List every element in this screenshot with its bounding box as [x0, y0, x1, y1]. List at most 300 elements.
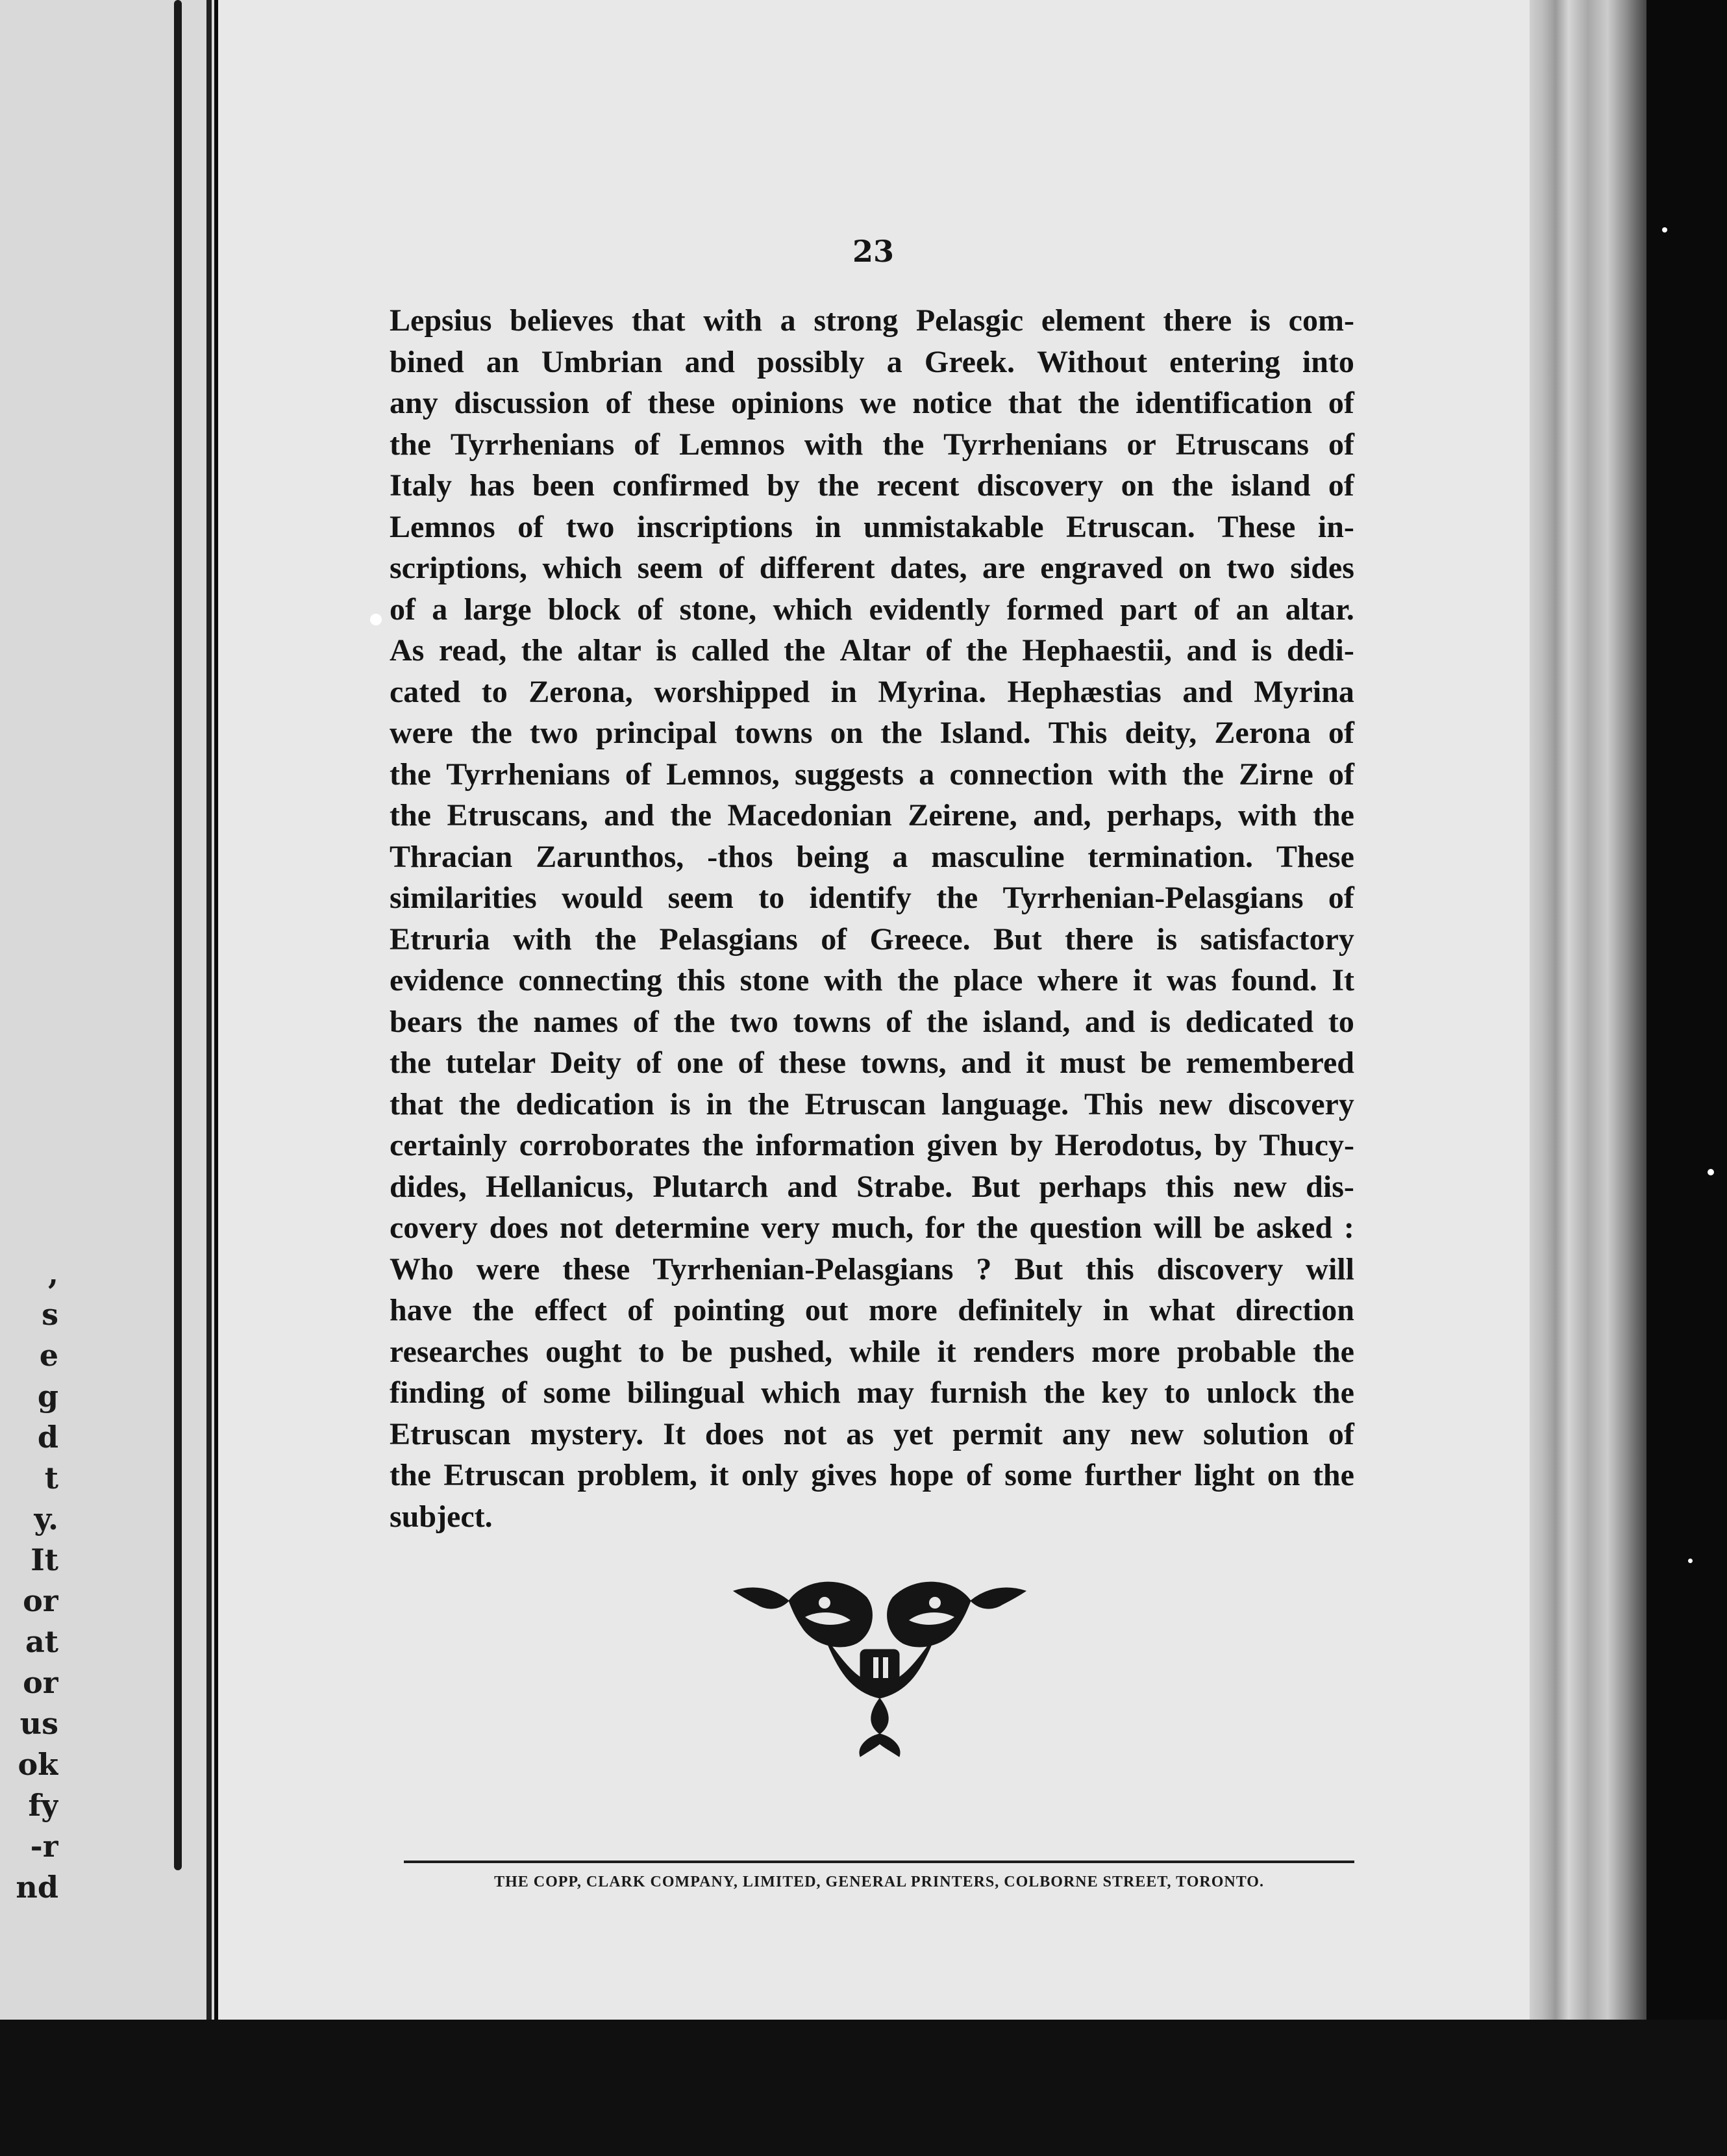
text-line: [390, 382, 1354, 424]
word: of: [738, 1046, 764, 1080]
word: deity,: [1124, 716, 1197, 750]
word: suggests: [795, 757, 904, 792]
word: of: [718, 551, 745, 585]
previous-page-fragment: ok: [18, 1747, 58, 1782]
word: does: [489, 1210, 549, 1245]
word: direction: [1235, 1293, 1354, 1327]
word: Pelasgians: [659, 921, 798, 957]
word: Tyrrhenians: [450, 427, 615, 462]
word: probable: [1176, 1334, 1296, 1369]
word: Without: [1037, 344, 1147, 379]
word: believes: [510, 303, 614, 338]
word: which: [773, 592, 853, 627]
text-line: [390, 754, 1354, 796]
text-line: [390, 795, 1354, 836]
word: -thos: [707, 839, 773, 874]
word: formed: [1006, 592, 1104, 627]
word: of: [925, 633, 952, 668]
word: Herodotus,: [1054, 1128, 1202, 1162]
text-line: [390, 1042, 1354, 1084]
word: key: [1101, 1375, 1149, 1410]
previous-page-fragment: d: [37, 1420, 58, 1455]
word: discussion: [454, 386, 590, 420]
word: Etruscan: [443, 1458, 565, 1492]
previous-page-fragment: ,: [47, 1256, 58, 1291]
word: the: [1043, 1375, 1086, 1410]
word: discovery: [1228, 1086, 1354, 1122]
word: is: [1156, 921, 1178, 957]
word: have: [390, 1293, 452, 1327]
text-line: [390, 465, 1354, 507]
word: bears: [390, 1004, 462, 1039]
word: com-: [1288, 303, 1354, 338]
word: with: [703, 303, 762, 338]
word: the: [458, 1086, 501, 1122]
text-line: [390, 1290, 1354, 1331]
word: two: [730, 1004, 778, 1039]
word: evidently: [869, 592, 991, 627]
word: not: [783, 1416, 827, 1451]
text-line: [390, 547, 1354, 589]
word: one: [677, 1046, 724, 1080]
word: of: [1328, 757, 1354, 792]
word: possibly: [757, 344, 865, 379]
word: island: [1230, 468, 1311, 503]
word: which: [542, 551, 623, 585]
word: will: [1153, 1210, 1202, 1245]
word: unmistakable: [864, 509, 1044, 544]
word: a: [892, 839, 908, 874]
word: recent: [876, 468, 960, 503]
word: towns: [734, 716, 813, 750]
word: very: [761, 1210, 820, 1245]
word: of: [517, 509, 544, 544]
scan-speck: [1708, 1169, 1714, 1175]
word: and: [961, 1046, 1012, 1080]
word: pushed,: [729, 1334, 833, 1369]
word: Lemnos: [390, 509, 495, 544]
word: Tyrrhenian-Pelasgians: [1002, 881, 1304, 915]
word: asked: [1256, 1210, 1333, 1245]
word: the: [976, 1210, 1018, 1245]
word: Plutarch: [652, 1169, 769, 1204]
word: only: [741, 1458, 799, 1492]
word: the: [965, 633, 1008, 668]
previous-page-fragment: t: [44, 1460, 58, 1496]
word: Strabe.: [856, 1169, 953, 1204]
word: being: [796, 839, 869, 874]
word: with: [1237, 798, 1297, 833]
word: opinions: [731, 386, 844, 420]
word: the: [390, 1046, 431, 1080]
previous-page-fragment: or: [23, 1665, 58, 1700]
word: remembered: [1186, 1046, 1354, 1080]
word: which: [761, 1375, 841, 1410]
word: in: [830, 674, 857, 709]
word: identification: [1136, 386, 1313, 420]
word: is: [1251, 633, 1273, 668]
word: names: [533, 1004, 619, 1039]
word: to: [481, 674, 508, 709]
word: the: [702, 1128, 744, 1162]
previous-page-fragment: or: [23, 1583, 58, 1618]
text-line: [390, 1207, 1354, 1249]
word: the: [936, 881, 978, 915]
word: the: [1313, 798, 1354, 833]
word: any: [1062, 1416, 1111, 1451]
word: more: [1091, 1334, 1160, 1369]
word: does: [704, 1416, 764, 1451]
word: an: [486, 344, 519, 379]
text-line: [390, 671, 1354, 713]
word: of: [501, 1375, 527, 1410]
gutter-line: [206, 0, 212, 2046]
word: some: [1004, 1458, 1073, 1492]
word: Greece.: [869, 921, 971, 957]
previous-page-fragment: y.: [34, 1501, 58, 1536]
word: two: [565, 509, 615, 544]
word: are: [982, 551, 1025, 585]
word: the: [1171, 468, 1213, 503]
word: of: [1328, 427, 1354, 462]
word: has: [469, 468, 515, 503]
word: Hephaestii,: [1022, 633, 1172, 668]
word: the: [472, 1293, 514, 1327]
word: Lepsius: [390, 303, 492, 338]
word: the: [1312, 1375, 1354, 1410]
word: termination.: [1087, 839, 1254, 874]
word: Etruscan: [390, 1416, 511, 1451]
word: called: [691, 633, 769, 668]
word: to: [758, 881, 785, 915]
word: in-: [1317, 509, 1354, 544]
word: Altar: [839, 633, 911, 668]
word: and: [1186, 633, 1237, 668]
word: new: [1158, 1086, 1213, 1122]
word: the: [784, 633, 826, 668]
word: two: [1226, 551, 1275, 585]
text-line: [390, 712, 1354, 754]
footer-rule: [404, 1861, 1354, 1863]
word: the: [673, 1004, 715, 1039]
word: the: [670, 798, 712, 833]
word: identify: [809, 881, 912, 915]
word: It: [663, 1416, 686, 1451]
word: Pelasgic: [915, 303, 1024, 338]
word: evidence: [390, 963, 504, 997]
word: stone: [739, 963, 810, 997]
word: on: [1178, 551, 1211, 585]
word: light: [1194, 1458, 1255, 1492]
word: towns,: [860, 1046, 947, 1080]
word: of: [637, 592, 664, 627]
word: Italy: [390, 468, 452, 503]
word: with: [1108, 757, 1167, 792]
word: the: [926, 1004, 968, 1039]
word: that: [1008, 386, 1062, 420]
word: the: [521, 633, 563, 668]
word: masculine: [931, 839, 1065, 874]
word: certainly: [390, 1128, 508, 1162]
word: determine: [614, 1210, 750, 1245]
word: is: [1150, 1004, 1171, 1039]
word: principal: [595, 716, 717, 750]
word: Lemnos: [679, 427, 785, 462]
word: altar.: [1285, 592, 1354, 627]
word: gives: [811, 1458, 877, 1492]
body-text: [390, 300, 1354, 1537]
word: Tyrrhenians: [943, 427, 1108, 462]
word: of: [1328, 881, 1354, 915]
text-line: [390, 919, 1354, 960]
word: Etruscans,: [447, 798, 588, 833]
word: must: [1060, 1046, 1126, 1080]
word: by: [767, 468, 800, 503]
word: this: [1086, 1251, 1134, 1286]
word: strong: [814, 303, 899, 338]
word: on: [1121, 468, 1154, 503]
previous-page-text-fragments: [0, 1253, 58, 1908]
word: scriptions,: [390, 551, 528, 585]
word: similarities: [390, 881, 537, 915]
word: bined: [390, 344, 464, 379]
word: as: [846, 1416, 874, 1451]
word: seem: [667, 881, 734, 915]
word: with: [513, 921, 572, 957]
word: mystery.: [530, 1416, 644, 1451]
word: is: [656, 633, 677, 668]
word: tutelar: [445, 1046, 536, 1080]
word: subject.: [390, 1499, 493, 1534]
binding-shadow: [174, 0, 182, 1870]
text-line: [390, 1331, 1354, 1373]
word: towns: [793, 1004, 871, 1039]
word: in: [815, 509, 841, 544]
word: yet: [893, 1416, 934, 1451]
word: of: [965, 1458, 992, 1492]
word: ?: [976, 1251, 992, 1286]
word: is: [1249, 303, 1271, 338]
text-line: [390, 589, 1354, 631]
word: some: [543, 1375, 611, 1410]
text-line: [390, 1414, 1354, 1455]
word: the: [880, 716, 923, 750]
text-line: [390, 300, 1354, 342]
word: it: [937, 1334, 956, 1369]
text-line: [390, 836, 1354, 878]
word: this: [677, 963, 726, 997]
word: of: [390, 592, 416, 627]
word: in: [1102, 1293, 1129, 1327]
word: Hephæstias: [1007, 674, 1162, 709]
word: altar: [577, 633, 641, 668]
word: that: [631, 303, 686, 338]
word: by: [1010, 1128, 1043, 1162]
word: out: [804, 1293, 849, 1327]
text-line: [390, 1455, 1354, 1496]
word: But: [1014, 1251, 1063, 1286]
word: and: [1182, 674, 1233, 709]
word: Macedonian: [727, 798, 892, 833]
scan-speck: [1688, 1559, 1693, 1563]
word: Zarunthos,: [536, 839, 684, 874]
word: discovery: [1156, 1251, 1284, 1286]
word: confirmed: [612, 468, 749, 503]
word: question: [1029, 1210, 1142, 1245]
word: connecting: [518, 963, 662, 997]
word: of: [1328, 716, 1354, 750]
word: be: [1139, 1046, 1171, 1080]
word: But: [993, 921, 1042, 957]
text-line: [390, 877, 1354, 919]
word: of: [636, 1046, 662, 1080]
word: Tyrrhenian-Pelasgians: [652, 1251, 954, 1286]
text-line: [390, 1084, 1354, 1125]
word: This: [1084, 1086, 1143, 1122]
word: read,: [438, 633, 507, 668]
text-line: [390, 424, 1354, 466]
word: language.: [941, 1086, 1069, 1122]
word: of: [634, 427, 660, 462]
previous-page-edge: [0, 0, 214, 2046]
previous-page-fragment: It: [31, 1542, 58, 1577]
word: part: [1120, 592, 1178, 627]
word: Thucy-: [1259, 1128, 1354, 1162]
word: the: [1078, 386, 1120, 420]
previous-page-fragment: fy: [28, 1788, 58, 1823]
previous-page-fragment: nd: [16, 1870, 58, 1905]
text-line: [390, 1496, 1354, 1538]
word: bilingual: [627, 1375, 745, 1410]
text-line: [390, 1125, 1354, 1166]
scan-speck: [1662, 227, 1667, 232]
word: a: [780, 303, 796, 338]
word: place: [953, 963, 1023, 997]
word: connection: [949, 757, 1093, 792]
word: the: [390, 757, 431, 792]
word: it: [710, 1458, 729, 1492]
word: the: [477, 1004, 519, 1039]
word: Zirne: [1239, 757, 1313, 792]
page-number: 23: [852, 234, 894, 269]
word: finding: [390, 1375, 485, 1410]
word: a: [886, 344, 902, 379]
word: worshipped: [654, 674, 810, 709]
word: Greek.: [924, 344, 1015, 379]
text-line: [390, 1372, 1354, 1414]
word: of: [625, 757, 651, 792]
word: pointing: [673, 1293, 785, 1327]
word: dedi-: [1286, 633, 1354, 668]
text-line: [390, 1166, 1354, 1208]
ornament-tailpiece: [727, 1572, 1032, 1760]
word: were: [476, 1251, 540, 1286]
word: new: [1130, 1416, 1184, 1451]
word: This: [1048, 716, 1108, 750]
word: and: [1085, 1004, 1136, 1039]
word: the: [817, 468, 860, 503]
word: Etruscan: [804, 1086, 926, 1122]
word: and: [604, 798, 654, 833]
word: entering: [1169, 344, 1280, 379]
word: while: [849, 1334, 921, 1369]
word: solution: [1203, 1416, 1309, 1451]
word: of: [1328, 1416, 1354, 1451]
word: of: [886, 1004, 912, 1039]
word: the: [897, 963, 939, 997]
text-line: [390, 507, 1354, 548]
word: of: [605, 386, 632, 420]
previous-page-fragment: -r: [30, 1829, 58, 1864]
word: perhaps: [1039, 1169, 1147, 1204]
word: the: [390, 427, 431, 462]
word: is: [669, 1086, 691, 1122]
word: cated: [390, 674, 461, 709]
word: of: [1328, 468, 1354, 503]
word: on: [1267, 1458, 1300, 1492]
previous-page-fragment: s: [42, 1297, 58, 1332]
word: given: [926, 1128, 998, 1162]
word: and: [787, 1169, 838, 1204]
word: Deity: [550, 1046, 621, 1080]
previous-page-fragment: us: [19, 1706, 58, 1741]
word: into: [1302, 344, 1354, 379]
word: These: [1276, 839, 1354, 874]
word: stone,: [679, 592, 757, 627]
word: It: [1332, 963, 1354, 997]
word: the: [1312, 1334, 1354, 1369]
word: of: [632, 1004, 659, 1039]
word: what: [1149, 1293, 1215, 1327]
word: Zeirene,: [908, 798, 1017, 833]
word: would: [561, 881, 643, 915]
word: sides: [1290, 551, 1354, 585]
word: Umbrian: [541, 344, 663, 379]
word: be: [1213, 1210, 1245, 1245]
word: of: [1328, 386, 1354, 420]
word: ought: [545, 1334, 622, 1369]
word: Hellanicus,: [486, 1169, 634, 1204]
word: new: [1233, 1169, 1287, 1204]
word: the: [595, 921, 637, 957]
word: of: [627, 1293, 654, 1327]
word: Zerona,: [528, 674, 633, 709]
word: dides,: [390, 1169, 467, 1204]
word: on: [830, 716, 864, 750]
word: more: [869, 1293, 938, 1327]
previous-page-fragment: at: [25, 1624, 58, 1659]
word: Etruscan.: [1066, 509, 1195, 544]
word: for: [925, 1210, 965, 1245]
word: it: [1026, 1046, 1045, 1080]
word: Etruria: [390, 921, 490, 957]
word: of: [1193, 592, 1220, 627]
word: block: [547, 592, 621, 627]
word: these: [647, 386, 715, 420]
word: and,: [1033, 798, 1091, 833]
word: that: [390, 1086, 443, 1122]
word: Who: [390, 1251, 454, 1286]
word: of: [821, 921, 847, 957]
word: been: [532, 468, 595, 503]
word: inscriptions: [636, 509, 793, 544]
word: the: [882, 427, 925, 462]
text-line: [390, 1249, 1354, 1290]
word: perhaps,: [1107, 798, 1223, 833]
word: unlock: [1206, 1375, 1297, 1410]
word: hope: [889, 1458, 954, 1492]
word: with: [823, 963, 883, 997]
